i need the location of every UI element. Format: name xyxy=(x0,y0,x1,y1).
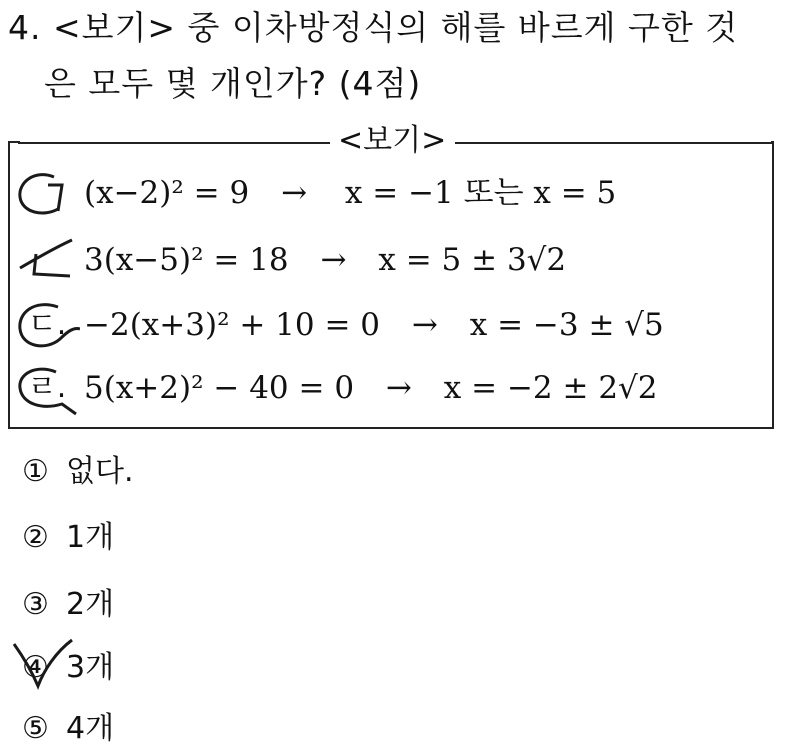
item-marker-d xyxy=(14,360,80,416)
check-mark-icon xyxy=(10,636,74,692)
choice-number: ④ xyxy=(22,650,49,685)
equation-row xyxy=(84,238,566,282)
item-marker-label: ㄷ. xyxy=(27,307,67,342)
arrow-icon: → xyxy=(320,242,347,278)
solution: x = −2 ± 2√2 xyxy=(443,370,658,406)
item-marker-a xyxy=(14,165,80,221)
equation: 5(x+2)² − 40 = 0 xyxy=(84,370,355,406)
choice-text: 없다. xyxy=(66,454,134,489)
equation-row xyxy=(84,366,658,410)
choice-text: 4개 xyxy=(66,711,115,746)
choice-number: ① xyxy=(22,454,49,489)
question-line-1: 4. <보기> 중 이차방정식의 해를 바르게 구한 것 xyxy=(8,8,739,47)
example-item-b xyxy=(12,232,772,292)
choice-text: 1개 xyxy=(66,520,115,555)
equation-row xyxy=(84,171,616,215)
item-marker-b xyxy=(14,232,80,288)
choice-4[interactable] xyxy=(22,648,114,688)
choice-1[interactable] xyxy=(22,452,134,492)
solution: x = −3 ± √5 xyxy=(469,307,664,343)
choice-text: 2개 xyxy=(66,587,115,622)
item-marker-c xyxy=(14,297,80,353)
choice-2[interactable] xyxy=(22,518,114,558)
arrow-icon: → xyxy=(385,370,412,406)
equation: 3(x−5)² = 18 xyxy=(84,242,289,278)
solution: x = −1 또는 x = 5 xyxy=(344,175,617,211)
example-item-d xyxy=(12,360,772,420)
choice-5[interactable] xyxy=(22,709,114,749)
choice-number: ② xyxy=(22,520,49,555)
equation-row xyxy=(84,303,664,347)
equation: (x−2)² = 9 xyxy=(84,175,250,211)
example-item-c xyxy=(12,297,772,357)
example-box-title: <보기> xyxy=(338,123,447,158)
equation: −2(x+3)² + 10 = 0 xyxy=(84,307,381,343)
choice-number: ③ xyxy=(22,587,49,622)
choice-number: ⑤ xyxy=(22,711,49,746)
example-item-a xyxy=(12,165,772,225)
choice-3[interactable] xyxy=(22,585,114,625)
arrow-icon: → xyxy=(411,307,438,343)
choice-text: 3개 xyxy=(66,650,115,685)
arrow-icon: → xyxy=(281,175,308,211)
solution: x = 5 ± 3√2 xyxy=(378,242,567,278)
item-marker-label: ㄹ. xyxy=(27,370,67,405)
question-line-2: 은 모두 몇 개인가? (4점) xyxy=(44,64,422,103)
